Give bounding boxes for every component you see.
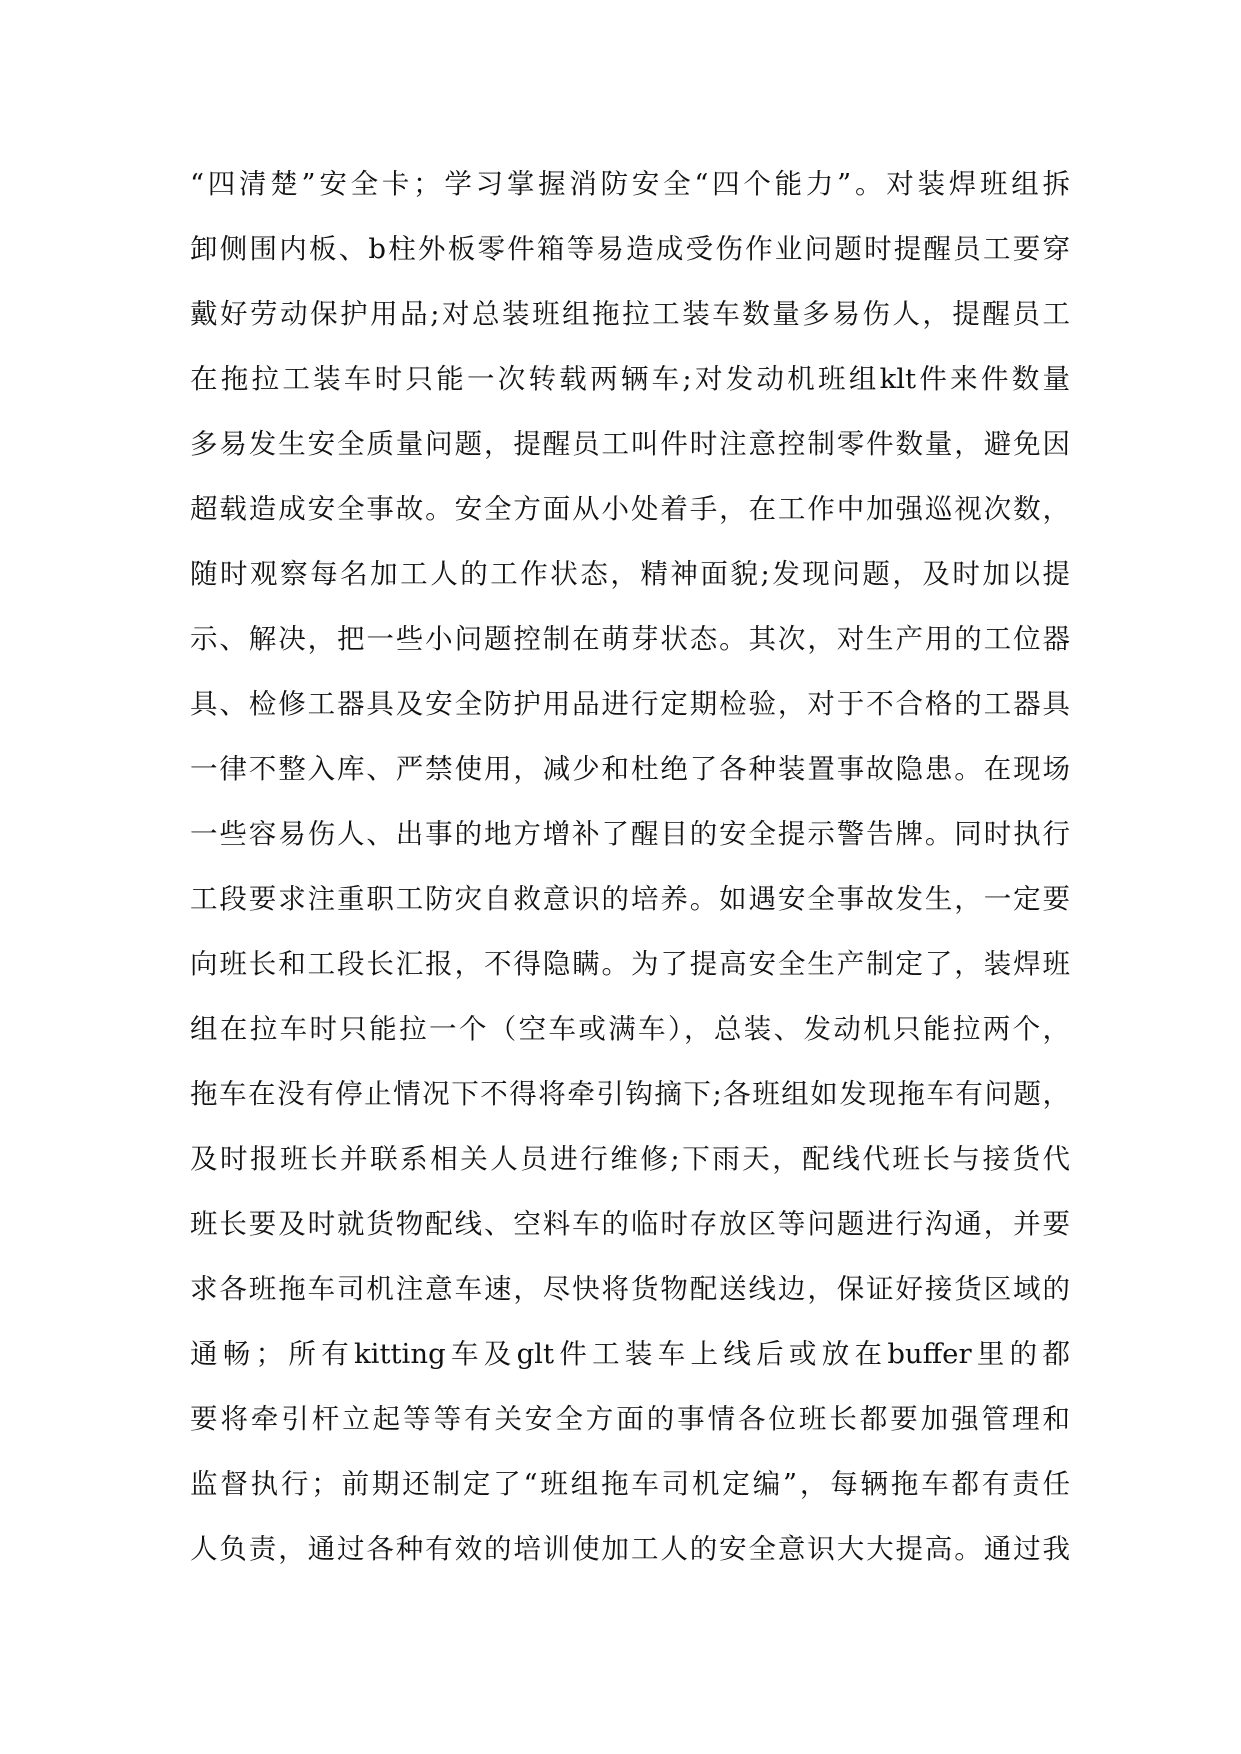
text-line: 拖车在没有停止情况下不得将牵引钩摘下;各班组如发现拖车有问题， xyxy=(190,1078,1070,1110)
text-line: 随时观察每名加工人的工作状态，精神面貌;发现问题，及时加以提 xyxy=(190,558,1070,590)
text-line: 通畅；所有kitting车及glt件工装车上线后或放在buffer里的都 xyxy=(190,1338,1070,1370)
text-line: 求各班拖车司机注意车速，尽快将货物配送线边，保证好接货区域的 xyxy=(190,1273,1070,1305)
text-line: 及时报班长并联系相关人员进行维修;下雨天，配线代班长与接货代 xyxy=(190,1143,1070,1175)
text-line: 一些容易伤人、出事的地方增补了醒目的安全提示警告牌。同时执行 xyxy=(190,818,1070,850)
text-line: 要将牵引杆立起等等有关安全方面的事情各位班长都要加强管理和 xyxy=(190,1403,1070,1435)
text-line: 戴好劳动保护用品;对总装班组拖拉工装车数量多易伤人，提醒员工 xyxy=(190,298,1070,330)
text-line: 超载造成安全事故。安全方面从小处着手，在工作中加强巡视次数， xyxy=(190,493,1070,525)
text-line: 向班长和工段长汇报，不得隐瞒。为了提高安全生产制定了，装焊班 xyxy=(190,948,1070,980)
text-line: 工段要求注重职工防灾自救意识的培养。如遇安全事故发生，一定要 xyxy=(190,883,1070,915)
text-line: 监督执行；前期还制定了“班组拖车司机定编”，每辆拖车都有责任 xyxy=(190,1468,1070,1500)
text-line: 人负责，通过各种有效的培训使加工人的安全意识大大提高。通过我 xyxy=(190,1533,1070,1565)
text-line: 班长要及时就货物配线、空料车的临时存放区等问题进行沟通，并要 xyxy=(190,1208,1070,1240)
text-line: 一律不整入库、严禁使用，减少和杜绝了各种装置事故隐患。在现场 xyxy=(190,753,1070,785)
text-line: 具、检修工器具及安全防护用品进行定期检验，对于不合格的工器具 xyxy=(190,688,1070,720)
text-line: “四清楚”安全卡；学习掌握消防安全“四个能力”。对装焊班组拆 xyxy=(190,168,1070,200)
text-line: 在拖拉工装车时只能一次转载两辆车;对发动机班组klt件来件数量 xyxy=(190,363,1070,395)
text-line: 组在拉车时只能拉一个（空车或满车），总装、发动机只能拉两个， xyxy=(190,1013,1070,1045)
text-line: 多易发生安全质量问题，提醒员工叫件时注意控制零件数量，避免因 xyxy=(190,428,1070,460)
text-line: 示、解决，把一些小问题控制在萌芽状态。其次，对生产用的工位器 xyxy=(190,623,1070,655)
body-text xyxy=(190,160,1070,1590)
text-line: 卸侧围内板、b柱外板零件箱等易造成受伤作业问题时提醒员工要穿 xyxy=(190,233,1070,265)
